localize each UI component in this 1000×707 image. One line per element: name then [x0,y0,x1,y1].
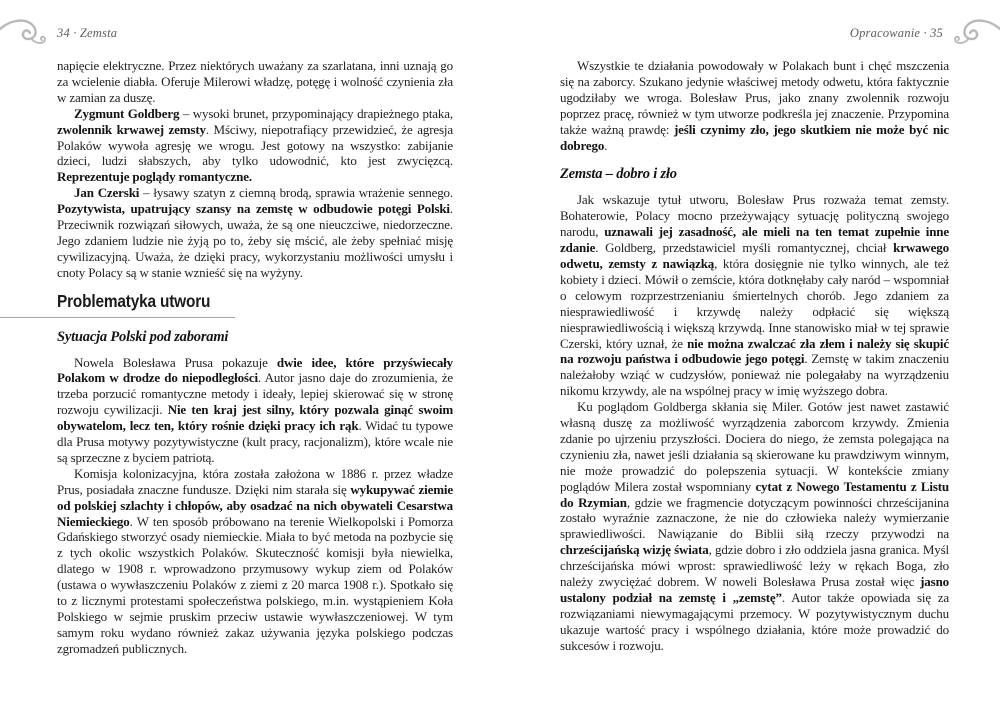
paragraph: Zygmunt Goldberg – wysoki brunet, przypominający drapieżnego ptaka, zwolennik krwawej zemsty. Mściwy, niepotrafiący przewidzieć, że agresja Polaków wywoła agresję we wrogu. Jest gotowy na wszystko: zabijanie dzieci, ludzi słabszych, aby tylko udowodnić, kto jest zwycięzcą. Reprezentuje poglądy romantyczne. [57,105,454,185]
flourish-ornament-right [954,16,1000,55]
paragraph: Jak wskazuje tytuł utworu, Bolesław Prus rozważa temat zemsty. Bohaterowie, Polacy mocno przeżywający sytuację polityczną swojego narodu, uznawali jej zasadność, ale mieli na ten temat zupełnie inne zdanie. Goldberg, przedstawiciel myśli romantycznej, chciał krwawego odwetu, zemsty z nawiązką, która dosięgnie nie tylko winnych, ale też kobiety i dzieci. Mówił o zemście, która dotknęłaby cały naród – wspomniał o celowym rozprzestrzenianiu śmiertelnych chorób. Jego zdaniem za niesprawiedliwość i krzywdę należy odpłacić się większą niesprawiedliwością i większą krzywdą. Inne stanowisko miał w tej sprawie Czerski, który uznał, że nie można zwalczać zła złem i należy się skupić na rozwoju państwa i odbudowie jego potęgi. Zemstę w takim znaczeniu należałoby wziąć w cudzysłów, ponieważ nie polegałaby na wyrządzeniu nikomu krzywdy, ale na wspólnej pracy w imię wyższego dobra. [560,192,949,399]
subheading: Zemsta – dobro i zło [560,166,677,183]
left-page-column [57,58,453,657]
page-header-left: 34 · Zemsta [57,26,118,40]
subheading: Sytuacja Polski pod zaborami [57,328,229,345]
flourish-ornament-left [0,16,46,55]
page-header-right: Opracowanie · 35 [849,26,943,40]
paragraph: Nowela Bolesława Prusa pokazuje dwie idee, które przyświecały Polakom w drodze do niepodległości. Autor jasno daje do zrozumienia, że trzeba porzucić romantyczne metody i ideały, lepiej skierować się w stronę rozwoju cywilizacji. Nie ten kraj jest silny, który pozwala ginąć swoim obywatelom, lecz ten, który rośnie dzięki pracy ich rąk. Widać tu typowe dla Prusa motywy pozytywistyczne (kult pracy, racjonalizm), które wcale nie są sprzeczne z byciem patriotą. [57,354,453,465]
paragraph: Jan Czerski – łysawy szatyn z ciemną brodą, sprawia wrażenie sennego. Pozytywista, upatrujący szansy na zemstę w odbudowie potęgi Polski. Przeciwnik rozwiązań siłowych, uważa, że są one nieuczciwe, niedorzeczne. Jego zdaniem ludzie nie żyją po to, żeby się mścić, ale żeby spełniać misję cywilizacyjną. Uważa, że dzięki pracy, wykorzystaniu możliwości umysłu i cnoty Polacy są w stanie wznieść się na wyżyny. [57,185,453,280]
paragraph: Wszystkie te działania powodowały w Polakach bunt i chęć mszczenia się na zaborcy. Szukano jedynie właściwej metody odwetu, która faktycznie ugodziłaby we wroga. Bolesław Prus, jako znany zwolennik rozwoju poprzez pracę, również w tym utworze podkreśla jej znaczenie. Przypomina także ważną prawdę: jeśli czynimy zło, jego skutkiem nie może być nic dobrego. [560,58,949,153]
paragraph: Ku poglądom Goldberga skłania się Miler. Gotów jest nawet zastawić własną duszę za możliwość wyrządzenia zaborcom krzywdy. Zmienia zdanie po ujrzeniu przyszłości. Dociera do niego, że zemsta polegająca na czynieniu zła, nawet jeśli działania są skierowane ku prawdziwym winnym, nie może prowadzić do polepszenia sytuacji. W kontekście zmiany poglądów Milera został wspomniany cytat z Nowego Testamentu z Listu do Rzymian, gdzie we fragmencie dotyczącym powinności chrześcijanina zostało wyraźnie zaznaczone, że nie do człowieka należy wymierzanie sprawiedliwości. Nawiązanie do Biblii siłą rzeczy przywodzi na chrześcijańską wizję świata, gdzie dobro i zło oddziela jasna granica. Myśl chrześcijańska mówi wprost: sprawiedliwość leży w rękach Boga, zło należy zwyciężać dobrem. W noweli Bolesława Prusa został więc jasno ustalony podział na zemstę i „zemstę”. Autor także opowiada się za rozwiązaniami niewymagającymi przemocy. W pozytywistycznym duchu ukazuje wartość pracy i wspólnego działania, które może prowadzić do sukcesów i rozwoju. [560,399,949,653]
section-heading: Problematyka utworu [57,290,211,311]
right-page-column [560,58,949,654]
section-heading-rule [0,290,235,318]
paragraph: Komisja kolonizacyjna, która została założona w 1886 r. przez władze Prus, posiadała znaczne fundusze. Dzięki nim starała się wykupywać ziemie od polskiej szlachty i chłopów, aby osadzać na nich obywateli Cesarstwa Niemieckiego. W ten sposób próbowano na terenie Wielkopolski i Pomorza Gdańskiego stworzyć osady niemieckie. Miała to być metoda na pozbycie się z tych okolic wszystkich Polaków. Skuteczność komisji była niewielka, dlatego w 1908 r. wprowadzono przymusowy wykup ziem od Polaków (ustawa o wywłaszczeniu Polaków z ziemi z 20 marca 1908 r.). Spotkało się to z licznymi protestami społeczeństwa polskiego, m.in. wystąpieniem Koła Polskiego w sejmie pruskim przeciw ustawie wywłaszczeniowej. W tym samym roku wydano również zakaz używania języka polskiego podczas zgromadzeń publicznych. [57,465,453,656]
paragraph: napięcie elektryczne. Przez niektórych uważany za szarlatana, inni uznają go za wcielenie diabła. Oferuje Milerowi władzę, potęgę i wolność czynienia zła w zamian za duszę. [57,58,453,105]
